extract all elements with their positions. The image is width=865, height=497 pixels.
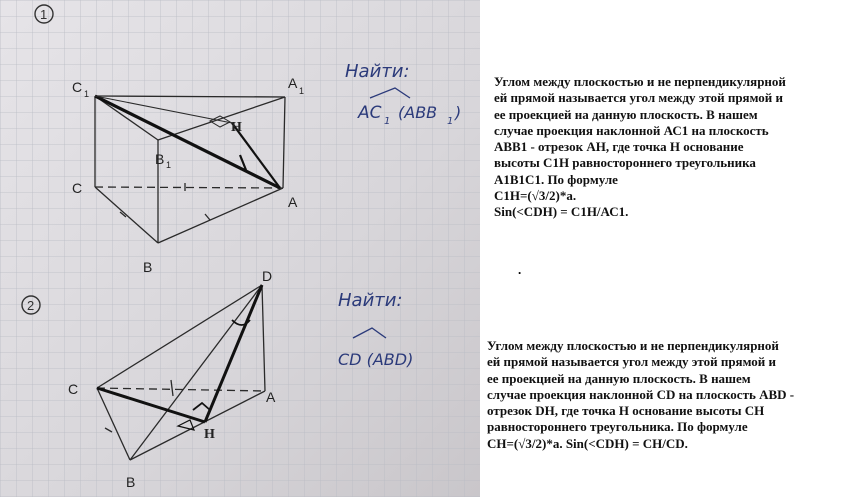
label-b2: B (126, 474, 136, 490)
label-c2: C (68, 381, 79, 397)
label-b1: B (155, 151, 165, 167)
svg-text:1: 1 (447, 116, 454, 127)
explanation-problem-1 (494, 74, 864, 221)
svg-text:(ABB: (ABB (398, 103, 438, 122)
label-b: B (143, 259, 153, 275)
svg-text:AC: AC (358, 103, 382, 123)
explanation-line: ее проекцией на данную плоскость. В нашем (494, 106, 758, 122)
label-h2: H (204, 427, 215, 442)
svg-text:): ) (455, 103, 462, 122)
explanation-line: отрезок DH, где точка Н основание высоты CH (487, 403, 765, 419)
svg-text:Найти:: Найти: (338, 290, 403, 311)
svg-text:2: 2 (27, 298, 35, 313)
label-a1: A (288, 75, 298, 91)
svg-text:1: 1 (384, 116, 391, 127)
explanation-line: случае проекция наклонной CD на плоскость ABD - (487, 386, 795, 402)
label-a2: A (266, 389, 276, 405)
svg-text:CD (ABD): CD (ABD) (338, 350, 414, 369)
label-c: C (72, 180, 83, 196)
explanation-line: высоты С1Н равностороннего треугольника (494, 155, 756, 171)
explanation-line: ей прямой называется угол между этой прямой и (494, 90, 784, 106)
explanation-line: АВВ1 - отрезок АН, где точка Н основание (494, 139, 744, 155)
stray-dot: . (518, 262, 522, 277)
explanation-line: CH=(√3/2)*a. Sin(<CDH) = CH/CD. (487, 435, 688, 451)
svg-text:Найти:: Найти: (345, 61, 410, 82)
explanation-line: ее проекцией на данную плоскость. В нашем (487, 370, 751, 386)
explanation-line: Углом между плоскостью и не перпендикулярной (494, 74, 786, 89)
explanation-line: С1Н=(√3/2)*а. (494, 188, 577, 204)
explanation-line: Sin(<CDH) = С1Н/АС1. (494, 204, 629, 220)
explanation-line: случае проекция наклонной АС1 на плоскость (494, 122, 769, 138)
explanation-line: Углом между плоскостью и не перпендикулярной (487, 338, 779, 353)
label-d: D (262, 268, 273, 284)
label-a: A (288, 194, 298, 210)
svg-text:1: 1 (84, 89, 90, 99)
label-c1: C (72, 79, 83, 95)
label-h: H (231, 120, 242, 135)
svg-text:1: 1 (40, 7, 48, 22)
explanation-problem-2 (487, 338, 863, 452)
svg-text:1: 1 (299, 86, 305, 96)
explanation-line: равностороннего треугольника. По формуле (487, 419, 748, 435)
svg-text:1: 1 (166, 160, 172, 170)
explanation-line: А1В1С1. По формуле (494, 171, 618, 187)
explanation-line: ей прямой называется угол между этой прямой и (487, 354, 777, 370)
